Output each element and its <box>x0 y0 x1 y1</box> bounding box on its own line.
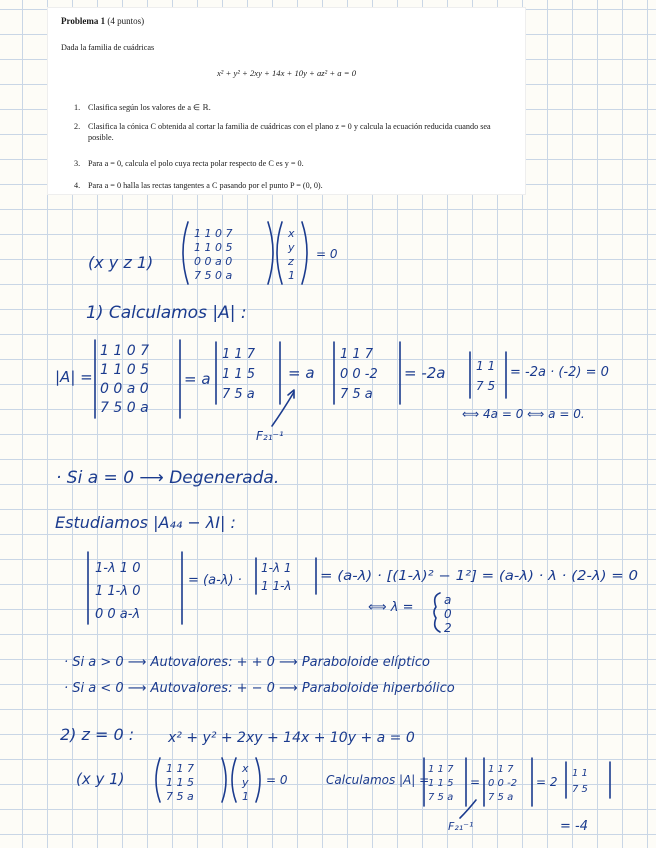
colvec-entry: 1 <box>242 790 249 803</box>
det-row: 7 5 a <box>340 387 373 402</box>
matrix-row: 1 1 5 <box>166 776 194 789</box>
det-row: 1-λ 1 <box>261 561 292 575</box>
lambda-brace <box>434 593 440 632</box>
det-row: 0 0 -2 <box>340 367 378 382</box>
matrix-row: 0 0 a 0 <box>194 255 233 268</box>
det-result: = -4 <box>560 819 588 834</box>
det-result: = -2a · (-2) = 0 <box>510 365 609 380</box>
determinant-chain <box>55 340 609 443</box>
equals-a: = a <box>288 364 315 382</box>
det-row: 1-λ 1 0 <box>95 561 141 576</box>
lambda-value: a <box>444 593 452 607</box>
colvec-entry: 1 <box>288 269 295 282</box>
colvec-entry: x <box>242 762 249 775</box>
colvec-entry: x <box>288 227 295 240</box>
det-row: 1 1-λ 0 <box>95 584 141 599</box>
matrix-row: 7 5 0 a <box>194 269 233 282</box>
det-row: 7 5 a <box>222 387 255 402</box>
det-row: 0 0 a-λ <box>95 607 141 622</box>
det-row: 1 1 0 5 <box>100 362 149 378</box>
matrix-right-paren <box>268 222 273 284</box>
matrix-row: 7 5 a <box>166 790 194 803</box>
equals-minus-2a: = -2a <box>404 364 446 382</box>
iff-line: ⟺ 4a = 0 ⟺ a = 0. <box>462 407 585 421</box>
study-line: Estudiamos |A₄₄ − λI| : <box>55 513 236 532</box>
det-row: 1 1 <box>476 359 496 373</box>
factor-a-lambda: = (a-λ) · <box>188 573 242 588</box>
det-row: 7 5 <box>476 379 496 393</box>
lambda-value: 0 <box>444 607 452 621</box>
colvec-left-paren <box>232 758 236 802</box>
conic-matrix-form <box>76 758 288 803</box>
det-row: 1 1 5 <box>222 367 256 382</box>
det-row: 1 1 7 <box>428 764 454 775</box>
equals-zero: = 0 <box>266 773 288 787</box>
det-row: 0 0 -2 <box>488 778 518 789</box>
det-row: 7 5 0 a <box>100 400 149 416</box>
equals-sign: = <box>470 775 481 789</box>
quadric-equation: x² + y² + 2xy + 14x + 10y + az² + a = 0 <box>216 68 356 78</box>
equals-zero: = 0 <box>316 247 338 261</box>
step2-label: 2) z = 0 : <box>60 725 135 744</box>
matrix-row: 1 1 7 <box>166 762 194 775</box>
row-op-label: F₂₁⁻¹ <box>448 820 474 833</box>
colvec-entry: y <box>288 241 295 254</box>
det-row: 1 1 <box>572 768 588 779</box>
matrix-left-paren <box>156 758 160 802</box>
matrix-right-paren <box>222 758 226 802</box>
matrix-row: 1 1 0 7 <box>194 227 233 240</box>
characteristic-polynomial <box>88 552 638 635</box>
lambda-value: 2 <box>444 621 452 635</box>
calc-label: Calculamos |A| = <box>326 773 430 787</box>
row-vector: (x y z 1) <box>88 253 154 272</box>
conic-determinant <box>326 758 610 834</box>
problem-intro: Dada la familia de cuádricas <box>61 43 155 52</box>
det-row: 1 1 5 <box>428 778 454 789</box>
det-row: 7 5 a <box>428 792 454 803</box>
equals-a: = a <box>184 370 211 388</box>
det-row: 0 0 a 0 <box>100 381 149 397</box>
step1-heading: 1) Calculamos |A| : <box>86 303 247 323</box>
det-row: 1 1-λ <box>261 579 292 593</box>
quadric-matrix-form <box>88 222 338 284</box>
matrix-row: 1 1 0 5 <box>194 241 233 254</box>
colvec-entry: y <box>242 776 249 789</box>
det-row: 1 1 0 7 <box>100 343 149 359</box>
colvec-left-paren <box>277 222 282 284</box>
char-expand: = (a-λ) · [(1-λ)² − 1²] = (a-λ) · λ · (2-λ) = 0 <box>320 569 638 584</box>
colvec-right-paren <box>302 222 307 284</box>
row-op-arrow <box>272 392 294 426</box>
det-label: |A| = <box>55 368 93 386</box>
case-negative: · Si a < 0 ⟶ Autovalores: + − 0 ⟶ Paraboloide hiperbólico <box>64 681 455 696</box>
colvec-right-paren <box>256 758 260 802</box>
det-row: 7 5 <box>572 784 588 795</box>
det-row: 1 1 7 <box>340 347 374 362</box>
matrix-left-paren <box>183 222 188 284</box>
problem-statement-card: Problema 1 (4 puntos) Dada la familia de cuádricas x² + y² + 2xy + 14x + 10y + az² + a = 0 1. Clasifica según los valores de a ∈ ℝ. 2. Clasifica la cónica C obtenida al cortar la familia de cuádricas con el plano z = 0 y calcula la ecuación reducida cuando sea posible. 3. Para a = 0, calcula el polo cuya recta polar respecto de C es y = 0. 4. Para a = 0 halla las rectas tangentes a C pasando por el punto P = (0, 0). <box>48 8 525 194</box>
case-degenerate: · Si a = 0 ⟶ Degenerada. <box>56 468 280 488</box>
lambda-iff: ⟺ λ = <box>368 600 414 615</box>
equals-2: = 2 <box>536 775 558 789</box>
row-vector: (x y 1) <box>76 770 125 788</box>
problem-title: Problema 1 (4 puntos) <box>61 16 145 26</box>
det-row: 1 1 7 <box>222 347 256 362</box>
conic-equation: x² + y² + 2xy + 14x + 10y + a = 0 <box>168 730 415 746</box>
det-row: 1 1 7 <box>488 764 514 775</box>
det-row: 7 5 a <box>488 792 514 803</box>
row-op-arrow <box>460 800 476 818</box>
colvec-entry: z <box>288 255 294 268</box>
case-positive: · Si a > 0 ⟶ Autovalores: + + 0 ⟶ Paraboloide elíptico <box>64 655 430 670</box>
row-op-label: F₂₁⁻¹ <box>256 429 284 443</box>
